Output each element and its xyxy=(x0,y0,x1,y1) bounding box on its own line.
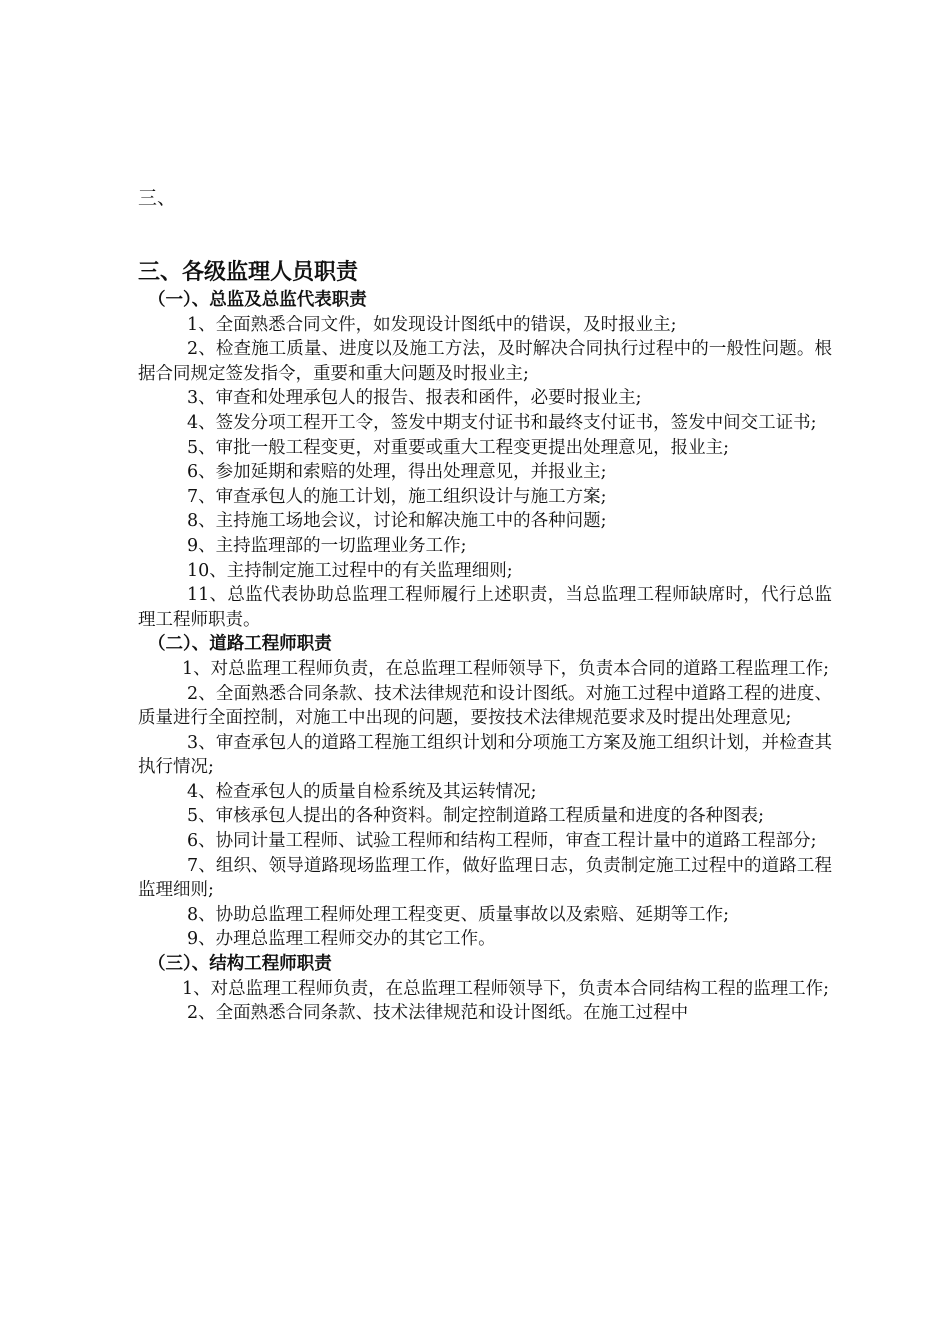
list-item: 1、全面熟悉合同文件，如发现设计图纸中的错误，及时报业主; xyxy=(187,314,677,335)
stray-label: 三、 xyxy=(138,187,177,209)
list-item: 3、审查承包人的道路工程施工组织计划和分项施工方案及施工组织计划，并检查其执行情况; xyxy=(138,732,832,778)
list-item: 11、总监代表协助总监理工程师履行上述职责，当总监理工程师缺席时，代行总监理工程师职责。 xyxy=(138,585,832,630)
list-item: 5、审批一般工程变更，对重要或重大工程变更提出处理意见，报业主; xyxy=(187,437,730,458)
section-2 xyxy=(138,632,832,952)
list-item: 7、审查承包人的施工计划，施工组织设计与施工方案; xyxy=(187,486,607,507)
list-item: 3、审查和处理承包人的报告、报表和函件，必要时报业主; xyxy=(187,388,642,409)
list-item: 4、检查承包人的质量自检系统及其运转情况; xyxy=(187,781,537,802)
list-item: 2、全面熟悉合同条款、技术法律规范和设计图纸。对施工过程中道路工程的进度、质量进行全面控制，对施工中出现的问题，要按技术法律规范要求及时提出处理意见; xyxy=(138,683,832,729)
section-3 xyxy=(138,952,832,1026)
list-item: 6、参加延期和索赔的处理，得出处理意见，并报业主; xyxy=(187,462,607,483)
list-item: 8、协助总监理工程师处理工程变更、质量事故以及索赔、延期等工作; xyxy=(187,904,730,925)
list-item: 5、审核承包人提出的各种资料。制定控制道路工程质量和进度的各种图表; xyxy=(187,806,765,827)
section-title: （二）、道路工程师职责 xyxy=(148,634,332,655)
section-title: （一）、总监及总监代表职责 xyxy=(148,290,367,310)
list-item: 8、主持施工场地会议，讨论和解决施工中的各种问题; xyxy=(187,511,607,532)
list-item: 1、对总监理工程师负责，在总监理工程师领导下，负责本合同结构工程的监理工作; xyxy=(182,978,830,999)
list-item: 2、全面熟悉合同条款、技术法律规范和设计图纸。在施工过程中 xyxy=(187,1003,689,1024)
list-item: 10、主持制定施工过程中的有关监理细则; xyxy=(187,560,513,581)
list-item: 6、协同计量工程师、试验工程师和结构工程师，审查工程计量中的道路工程部分; xyxy=(187,831,817,852)
document-body xyxy=(138,258,832,1026)
list-item: 1、对总监理工程师负责，在总监理工程师领导下，负责本合同的道路工程监理工作; xyxy=(182,658,830,679)
list-item: 9、办理总监理工程师交办的其它工作。 xyxy=(187,929,496,950)
list-item: 2、检查施工质量、进度以及施工方法，及时解决合同执行过程中的一般性问题。根据合同规定签发指令，重要和重大问题及时报业主; xyxy=(138,339,832,384)
list-item: 4、签发分项工程开工令，签发中期支付证书和最终支付证书，签发中间交工证书; xyxy=(187,412,817,433)
list-item: 9、主持监理部的一切监理业务工作; xyxy=(187,535,467,556)
section-title: （三）、结构工程师职责 xyxy=(148,954,332,975)
main-heading: 三、各级监理人员职责 xyxy=(138,260,359,285)
list-item: 7、组织、领导道路现场监理工作，做好监理日志，负责制定施工过程中的道路工程监理细则; xyxy=(138,855,832,901)
section-1 xyxy=(138,288,832,632)
